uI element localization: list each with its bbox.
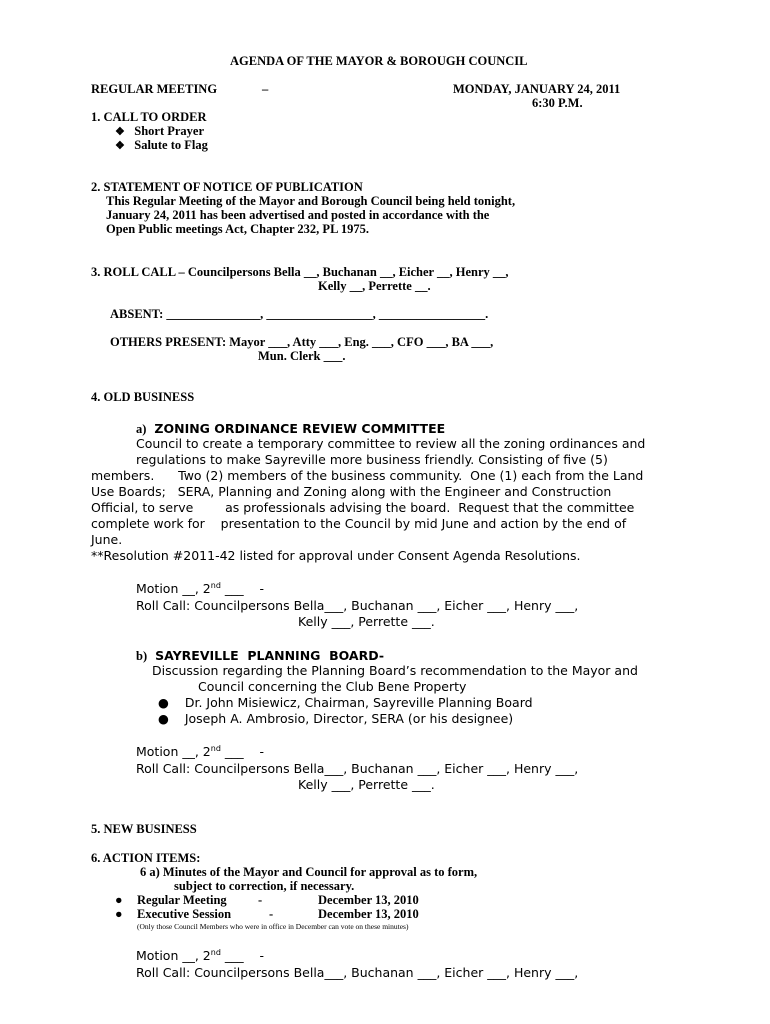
roll-call-line: Roll Call: Councilpersons Bella___, Buchanan ___, Eicher ___, Henry ___, — [136, 598, 579, 613]
action-item-line: subject to correction, if necessary. — [174, 879, 355, 893]
paragraph-line: Official, to serve as professionals advising the board. Request that the committee — [91, 500, 635, 515]
meeting-time: 6:30 P.M. — [532, 96, 583, 110]
others-present-line: OTHERS PRESENT: Mayor ___, Atty ___, Eng. ___, CFO ___, BA ___, — [110, 335, 494, 349]
meeting-dash: – — [262, 82, 269, 96]
notice-line: This Regular Meeting of the Mayor and Borough Council being held tonight, — [106, 194, 516, 208]
section-new-business: 5. NEW BUSINESS — [91, 822, 197, 836]
minutes-dash: - — [258, 893, 263, 907]
subsection-title: SAYREVILLE PLANNING BOARD — [155, 648, 379, 663]
motion-line: Motion __, 2nd ___ - — [136, 580, 265, 596]
motion-line: Motion __, 2nd ___ - — [136, 947, 265, 963]
paragraph-line: members. Two (2) members of the business community. One (1) each from the Land — [91, 468, 644, 483]
page-title: AGENDA OF THE MAYOR & BOROUGH COUNCIL — [230, 54, 528, 68]
paragraph-line: Discussion regarding the Planning Board’s recommendation to the Mayor and — [152, 663, 638, 678]
paragraph-line: Council to create a temporary committee to review all the zoning ordinances and — [136, 436, 646, 451]
roll-call-line: Kelly ___, Perrette ___. — [298, 614, 435, 629]
list-item: ● Dr. John Misiewicz, Chairman, Sayreville Planning Board — [158, 695, 533, 710]
subsection-title: ZONING ORDINANCE REVIEW COMMITTEE — [154, 421, 446, 436]
diamond-bullet-icon: ❖ — [115, 126, 125, 138]
bullet-icon: ● — [158, 711, 169, 726]
notice-line: January 24, 2011 has been advertised and posted in accordance with the — [106, 208, 490, 222]
minutes-dash: - — [269, 907, 274, 921]
paragraph-line: June. — [91, 532, 123, 547]
list-item: ❖ Short Prayer — [115, 124, 205, 138]
roll-call-line: Roll Call: Councilpersons Bella___, Buchanan ___, Eicher ___, Henry ___, — [136, 761, 579, 776]
bullet-icon: ● — [115, 893, 123, 907]
absent-line: ABSENT: _______________, _________________, _________________. — [110, 307, 489, 321]
roll-call-line: Roll Call: Councilpersons Bella___, Buchanan ___, Eicher ___, Henry ___, — [136, 965, 579, 980]
minutes-label: Executive Session — [137, 907, 232, 921]
subsection-b-heading: b) SAYREVILLE PLANNING BOARD- — [136, 648, 385, 663]
minutes-label: Regular Meeting — [137, 893, 227, 907]
roll-call-line: 3. ROLL CALL – Councilpersons Bella __, Buchanan __, Eicher __, Henry __, — [91, 265, 509, 279]
section-action-items: 6. ACTION ITEMS: — [91, 851, 201, 865]
minutes-date: December 13, 2010 — [318, 893, 419, 907]
section-old-business: 4. OLD BUSINESS — [91, 390, 195, 404]
bullet-icon: ● — [115, 907, 123, 921]
roll-call-line: Kelly __, Perrette __. — [318, 279, 431, 293]
subsection-marker: b) — [136, 649, 148, 663]
paragraph-line: Council concerning the Club Bene Property — [198, 679, 467, 694]
roll-call-line: Kelly ___, Perrette ___. — [298, 777, 435, 792]
subsection-marker: a) — [136, 422, 147, 436]
resolution-note: **Resolution #2011-42 listed for approval under Consent Agenda Resolutions. — [91, 548, 581, 563]
motion-line: Motion __, 2nd ___ - — [136, 743, 265, 759]
bullet-icon: ● — [158, 695, 169, 710]
meeting-type: REGULAR MEETING — [91, 82, 218, 96]
minutes-date: December 13, 2010 — [318, 907, 419, 921]
paragraph-line: Use Boards; SERA, Planning and Zoning along with the Engineer and Construction — [91, 484, 612, 499]
others-present-line: Mun. Clerk ___. — [258, 349, 346, 363]
paragraph-line: regulations to make Sayreville more business friendly. Consisting of five (5) — [136, 452, 608, 467]
action-item-line: 6 a) Minutes of the Mayor and Council for approval as to form, — [140, 865, 478, 879]
paragraph-line: complete work for presentation to the Council by mid June and action by the end of — [91, 516, 627, 531]
diamond-bullet-icon: ❖ — [115, 140, 125, 152]
notice-line: Open Public meetings Act, Chapter 232, PL 1975. — [106, 222, 369, 236]
section-notice-heading: 2. STATEMENT OF NOTICE OF PUBLICATION — [91, 180, 363, 194]
list-item: ● Joseph A. Ambrosio, Director, SERA (or his designee) — [158, 711, 514, 726]
list-item: ❖ Salute to Flag — [115, 138, 208, 152]
section-call-to-order: 1. CALL TO ORDER — [91, 110, 207, 124]
meeting-date: MONDAY, JANUARY 24, 2011 — [453, 82, 621, 96]
minutes-note: (Only those Council Members who were in office in December can vote on these minutes) — [137, 922, 409, 931]
